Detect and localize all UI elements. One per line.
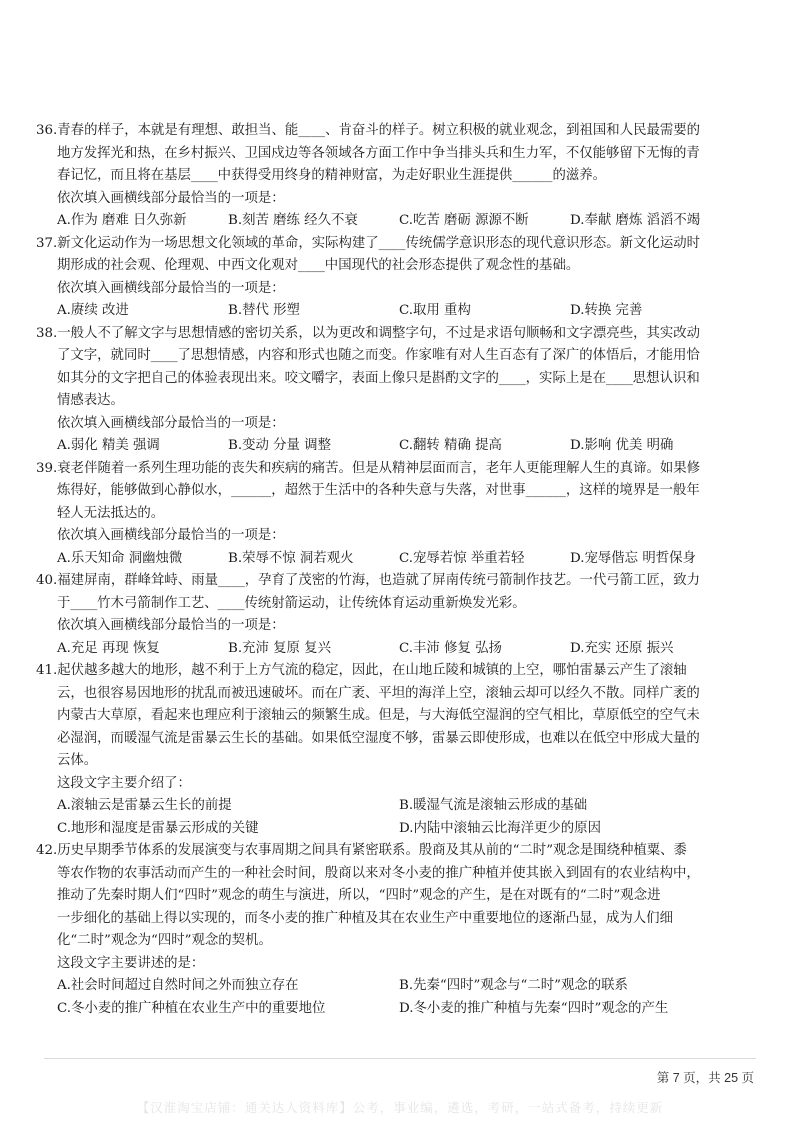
option-d: D.内陆中滚轴云比海洋更少的原因 [399, 820, 601, 836]
option-b: B.替代 形塑 [228, 303, 300, 318]
question-text-line: 春记忆，而且将在基层____中获得受用终身的精神财富，为走好职业生涯提供______的滋养。 [57, 168, 607, 183]
question-text-line: 情感表达。 [57, 393, 124, 408]
option-c: C.吃苦 磨砺 源源不断 [399, 213, 529, 228]
question-text-line: 炼得好，能够做到心静似水，______，超然于生活中的各种失意与失落，对世事______，这样的境界是一般年 [57, 483, 700, 498]
option-c: C.翻转 精确 提高 [399, 438, 502, 453]
question-prompt: 依次填入画横线部分最恰当的一项是： [57, 618, 285, 633]
question-text-line: 期形成的社会观、伦理观、中西文化观对____中国现代的社会形态提供了观念性的基础。 [57, 258, 580, 273]
options-grid [36, 975, 766, 1020]
question-text-line: 39.衰老伴随着一系列生理功能的丧失和疾病的痛苦。但是从精神层面而言，老年人更能理解人生的真谛。如果修 [36, 460, 701, 476]
option-b: B.暖湿气流是滚轴云形成的基础 [399, 798, 588, 813]
question-text-line: 内蒙古大草原，看起来也理应利于滚轴云的频繁生成。但是，与大海低空湿润的空气相比，草原低空的空气未 [57, 708, 700, 723]
question-37 [36, 233, 766, 323]
option-d: D.充实 还原 振兴 [570, 640, 674, 656]
option-c: C.取用 重构 [399, 303, 471, 318]
question-text-line: 必湿润，而暖湿气流是雷暴云生长的基础。如果低空湿度不够，雷暴云即使形成，也难以在低空中形成大量的 [57, 730, 700, 746]
question-prompt: 依次填入画横线部分最恰当的一项是： [57, 190, 285, 206]
question-text-line: 一步细化的基础上得以实现的，而冬小麦的推广种植及其在农业生产中重要地位的逐渐凸显，成为人们细 [57, 910, 673, 926]
options-row [36, 638, 766, 661]
option-d: D.奉献 磨炼 滔滔不竭 [570, 213, 701, 228]
question-text-line: 云，也很容易因地形的扰乱而被迅速破坏。而在广袤、平坦的海洋上空，滚轴云却可以经久不散。同样广袤的 [57, 685, 700, 701]
question-text-line: 地方发挥光和热，在乡村振兴、卫国戍边等各领域各方面工作中争当排头兵和生力军，不仅能够留下无悔的青 [57, 145, 700, 161]
option-b: B.充沛 复原 复兴 [228, 640, 331, 656]
option-d: D.转换 完善 [570, 303, 643, 318]
option-b: B.变动 分量 调整 [228, 438, 331, 453]
options-row [36, 548, 766, 571]
option-b: B.荣辱不惊 洞若观火 [228, 550, 354, 566]
question-prompt: 这段文字主要讲述的是： [57, 955, 205, 971]
question-text-line: 轻人无法抵达的。 [57, 505, 165, 521]
option-d: D.宠辱偕忘 明哲保身 [570, 550, 696, 566]
options-row [36, 210, 766, 233]
question-36 [36, 120, 766, 233]
question-text-line: 云体。 [57, 753, 98, 768]
question-38 [36, 323, 766, 458]
option-c: C.宠辱若惊 举重若轻 [399, 550, 525, 566]
option-a: A.乐天知命 洞幽烛微 [57, 550, 183, 566]
question-text-line: 40.福建屏南，群峰耸峙、雨量____，孕育了茂密的竹海，也造就了屏南传统弓箭制作技艺。一代弓箭工匠，致力 [36, 573, 701, 588]
question-text-line: 37.新文化运动作为一场思想文化领域的革命，实际构建了____传统儒学意识形态的现代意识形态。新文化运动时 [36, 235, 701, 251]
question-text-line: 42.历史早期季节体系的发展演变与农事周期之间具有紧密联系。殷商及其从前的“二时”观念是围绕种植粟、黍 [36, 843, 687, 858]
option-a: A.作为 磨难 日久弥新 [57, 213, 187, 228]
option-a: A.滚轴云是雷暴云生长的前提 [57, 798, 232, 813]
option-a: A.弱化 精美 强调 [57, 438, 160, 453]
footer-watermark: 【汉淮淘宝店铺：通关达人资料库】公考，事业编，遴选，考研，一站式备考，持续更新 [136, 1100, 664, 1115]
page-number: 第 7 页，共 25 页 [656, 1071, 754, 1085]
options-row [36, 435, 766, 458]
question-42 [36, 840, 766, 1020]
option-d: D.冬小麦的推广种植与先秦“四时”观念的产生 [399, 1000, 669, 1016]
question-39 [36, 458, 766, 571]
option-a: A.社会时间超过自然时间之外而独立存在 [57, 978, 299, 993]
option-b: B.刻苦 磨练 经久不衰 [228, 213, 358, 228]
option-b: B.先秦“四时”观念与“二时”观念的联系 [399, 978, 628, 993]
question-text-line: 了文字，就同时____了思想情感，内容和形式也随之而变。作家唯有对人生百态有了深广的体悟后，才能用恰 [57, 348, 700, 363]
question-41 [36, 660, 766, 840]
question-text-line: 于____竹木弓箭制作工艺、____传统射箭运动，让传统体育运动重新焕发光彩。 [57, 595, 526, 611]
question-text-line: 推动了先秦时期人们“四时”观念的萌生与演进，所以，“四时”观念的产生，是在对既有的“二时”观念进 [57, 888, 661, 903]
question-prompt: 依次填入画横线部分最恰当的一项是： [57, 415, 285, 431]
question-prompt: 依次填入画横线部分最恰当的一项是： [57, 528, 285, 543]
question-40 [36, 570, 766, 660]
option-d: D.影响 优美 明确 [570, 438, 674, 453]
option-c: C.丰沛 修复 弘扬 [399, 640, 502, 656]
option-c: C.地形和湿度是雷暴云形成的关键 [57, 820, 259, 836]
footer-divider [44, 1058, 756, 1059]
question-text-line: 38.一般人不了解文字与思想情感的密切关系，以为更改和调整字句，不过是求语句顺畅和文字漂亮些，其实改动 [36, 325, 701, 341]
options-row [36, 300, 766, 323]
question-text-line: 等农作物的农事活动而产生的一种社会时间，殷商以来对冬小麦的推广种植并使其嵌入到固有的农业结构中， [57, 865, 700, 881]
option-a: A.赓续 改进 [57, 303, 129, 318]
question-list [36, 120, 766, 1020]
option-c: C.冬小麦的推广种植在农业生产中的重要地位 [57, 1000, 326, 1016]
question-prompt: 这段文字主要介绍了： [57, 775, 191, 791]
question-text-line: 41.起伏越多越大的地形，越不利于上方气流的稳定，因此，在山地丘陵和城镇的上空，哪怕雷暴云产生了滚轴 [36, 663, 687, 678]
question-text-line: 36.青春的样子，本就是有理想、敢担当、能____、肯奋斗的样子。树立积极的就业观念，到祖国和人民最需要的 [36, 123, 701, 138]
question-text-line: 如其分的文字把自己的体验表现出来。咬文嚼字，表面上像只是斟酌文字的____，实际上是在____思想认识和 [57, 370, 700, 386]
option-a: A.充足 再现 恢复 [57, 640, 160, 656]
question-prompt: 依次填入画横线部分最恰当的一项是： [57, 280, 285, 296]
options-grid [36, 795, 766, 840]
question-text-line: 化“二时”观念为“四时”观念的契机。 [57, 933, 272, 948]
